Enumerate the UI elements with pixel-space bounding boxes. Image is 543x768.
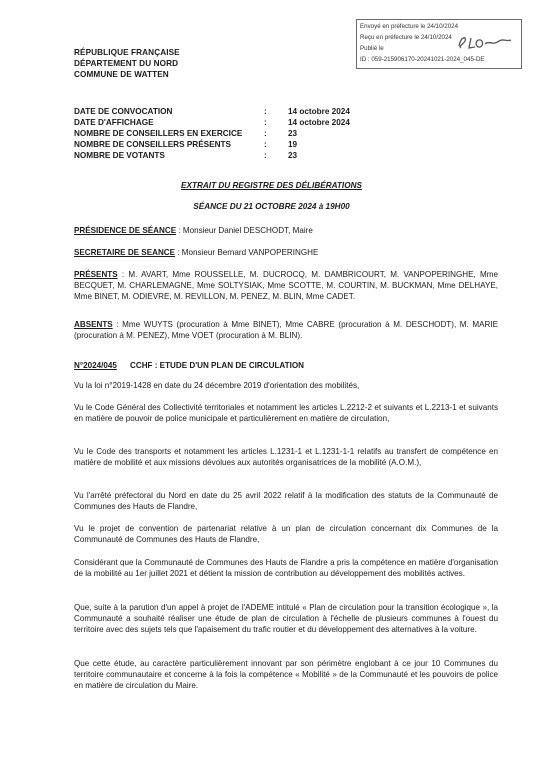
info-label: DATE D'AFFICHAGE: [74, 118, 154, 127]
info-colon: :: [264, 107, 267, 116]
presidency-line: [74, 225, 498, 236]
stamp-line-published: Publié le: [360, 45, 384, 52]
info-label: DATE DE CONVOCATION: [74, 107, 173, 116]
handwritten-mark: [455, 32, 515, 52]
paragraph: Que cette étude, au caractère particulièrement innovant par son périmètre englobant à ce jour 10 Communes du territoire communautaire et concerne à la fois la compétence « Mobilité » de la Communauté et les pouvoirs de police en matière de circulation du Maire.: [74, 659, 498, 690]
session-title: SÉANCE DU 21 OCTOBRE 2024 à 19H00: [193, 202, 350, 211]
stamp-line-id: ID : 059-215906170-20241021-2024_045-DE: [360, 56, 485, 63]
extract-title: EXTRAIT DU REGISTRE DES DÉLIBÉRATIONS: [181, 181, 362, 190]
stamp-line-received: Reçu en préfecture le 24/10/2024: [360, 34, 452, 41]
deliberation-number: N°2024/045: [74, 361, 117, 370]
info-colon: :: [264, 140, 267, 149]
presidency-text: : Monsieur Daniel DESCHODT, Maire: [176, 226, 313, 235]
stamp-line-sent: Envoyé en préfecture le 24/10/2024: [360, 23, 459, 30]
deliberation-heading: [74, 361, 304, 370]
info-value: 23: [288, 129, 298, 138]
present-text: : M. AVART, Mme ROUSSELLE, M. DUCROCQ, M. DAMBRICOURT, M. VANPOPERINGHE, Mme BECQUET, M. CHARLEMAGNE, Mme SOLTYSIAK, Mme SCOTTE, M. COURTIN, M. BUCKMAN, Mme DELHAYE, Mme BINET, M. ODIEVRE, M. REVILLON, M. PENEZ, M. BLIN, Mme CADET.: [74, 270, 498, 301]
info-value: 14 octobre 2024: [288, 118, 350, 127]
info-colon: :: [264, 118, 267, 127]
present-members: [74, 269, 498, 302]
paragraph: Vu l'arrêté préfectoral du Nord en date du 25 avril 2022 relatif à la modification des statuts de la Communauté de Communes des Hauts de Flandre,: [74, 491, 498, 511]
absent-text: : Mme WUYTS (procuration à Mme BINET), Mme CABRE (procuration à M. DESCHODT), M. MARIE (procuration à M. PENEZ), Mme VOET (procuration à M. BLIN).: [74, 320, 498, 340]
info-colon: :: [264, 129, 267, 138]
paragraph: Considérant que la Communauté de Communes des Hauts de Flandre a pris la compétence en matière d'organisation de la mobilité au 1er juillet 2021 et détient la mission de contribution au développement des mobilités actives.: [74, 558, 498, 578]
info-colon: :: [264, 151, 267, 160]
info-value: 19: [288, 140, 298, 149]
document-header: [74, 47, 180, 80]
paragraph: Vu la loi n°2019-1428 en date du 24 décembre 2019 d'orientation des mobilités,: [74, 381, 360, 390]
present-label: PRÉSENTS: [74, 270, 118, 279]
presidency-label: PRÉSIDENCE DE SÉANCE: [74, 226, 177, 235]
paragraph: Vu le Code Général des Collectivité territoriales et notamment les articles L.2212-2 et suivants et L.2213-1 et suivants en matière de pouvoir de police municipale et particulièrement en matière de circulation,: [74, 403, 498, 423]
republic-label: RÉPUBLIQUE FRANÇAISE: [74, 48, 180, 57]
paragraph: Que, suite à la parution d'un appel à projet de l'ADEME intitulé « Plan de circulation pour la transition écologique », la Communauté a souhaité réaliser une étude de plan de circulation à l'échelle de plusieurs communes à l'ouest du territoire avec des sujets tels que l'apaisement du trafic routier et du développement des alternatives à la voiture.: [74, 603, 498, 634]
absent-members: [74, 319, 498, 341]
info-label: NOMBRE DE CONSEILLERS EN EXERCICE: [74, 129, 243, 138]
info-value: 14 octobre 2024: [288, 107, 350, 116]
secretary-label: SECRETAIRE DE SEANCE: [74, 248, 176, 257]
deliberation-title: CCHF : ETUDE D'UN PLAN DE CIRCULATION: [130, 361, 304, 370]
department-label: DÉPARTEMENT DU NORD: [74, 59, 179, 68]
absent-label: ABSENTS: [74, 320, 113, 329]
info-label: NOMBRE DE CONSEILLERS PRÉSENTS: [74, 140, 231, 149]
info-value: 23: [288, 151, 298, 160]
secretary-line: [74, 247, 498, 258]
secretary-text: : Monsieur Bernard VANPOPERINGHE: [175, 248, 319, 257]
paragraph: Vu le projet de convention de partenariat relative à un plan de circulation concernant dix Communes de la Communauté de Communes des Hauts de Flandre,: [74, 524, 498, 544]
commune-label: COMMUNE DE WATTEN: [74, 70, 169, 79]
info-label: NOMBRE DE VOTANTS: [74, 151, 165, 160]
paragraph: Vu le Code des transports et notamment les articles L.1231-1 et L.1231-1-1 relatifs au transfert de compétence en matière de mobilité et aux missions dévolues aux autorités organisatrices de la mobilité (A.O.M.),: [74, 447, 498, 467]
